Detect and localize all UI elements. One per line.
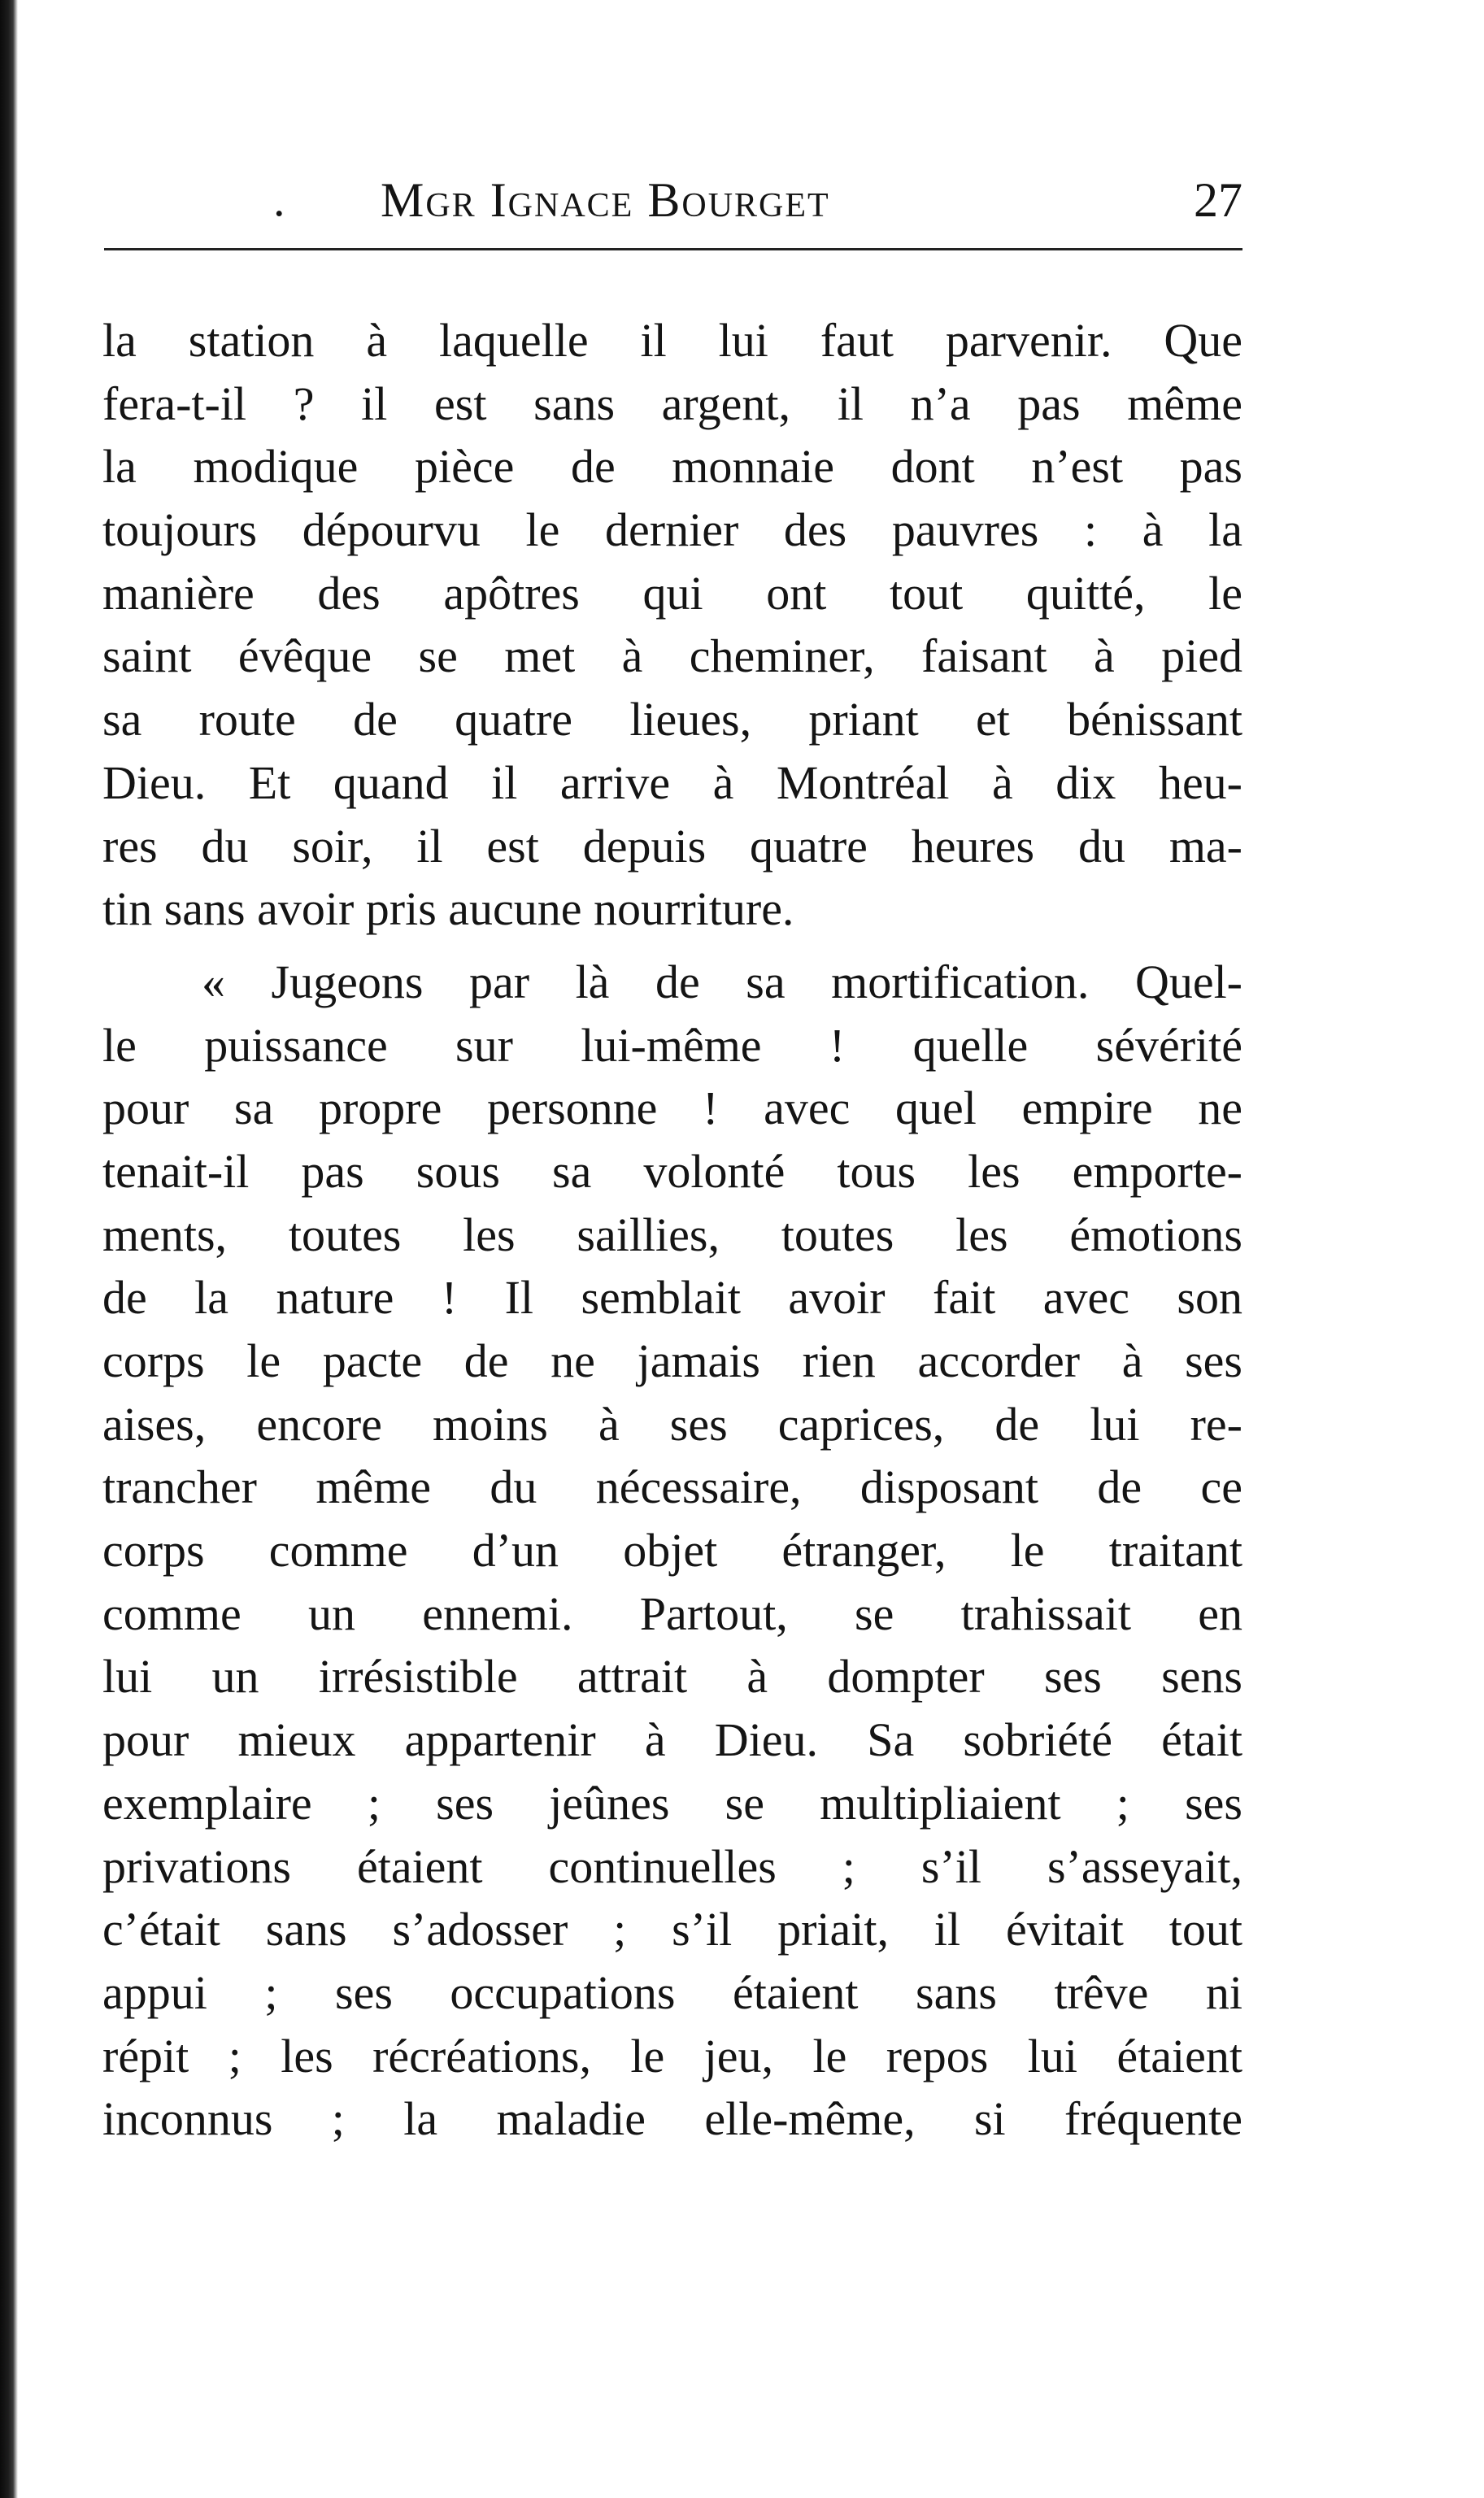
text-line: lui un irrésistible attrait à dompter ses sens <box>102 1650 1242 1704</box>
text-line: privations étaient continuelles ; s’il s’asseyait, <box>102 1839 1242 1893</box>
text-line: fera-t-il ? il est sans argent, il n’a pas même <box>102 376 1242 430</box>
paragraph <box>102 951 1242 2151</box>
text-line: de la nature ! Il semblait avoir fait avec son <box>102 1271 1242 1325</box>
body-text <box>102 309 1242 2151</box>
text-line: corps le pacte de ne jamais rien accorder à ses <box>102 1334 1242 1387</box>
text-line: appui ; ses occupations étaient sans trêve ni <box>102 1965 1242 2019</box>
text-line: saint évêque se met à cheminer, faisant à pied <box>102 629 1242 683</box>
text-line: toujours dépourvu le dernier des pauvres : à la <box>102 503 1242 557</box>
text-line: exemplaire ; ses jeûnes se multipliaient ; ses <box>102 1776 1242 1830</box>
text-line: manière des apôtres qui ont tout quitté, le <box>102 566 1242 620</box>
header-rule <box>104 248 1242 250</box>
text-line: ments, toutes les saillies, toutes les émotions <box>102 1208 1242 1261</box>
running-header <box>104 159 1242 241</box>
page-number: 27 <box>1194 173 1242 227</box>
text-line: pour sa propre personne ! avec quel empire ne <box>102 1081 1242 1135</box>
text-line: aises, encore moins à ses caprices, de lui re- <box>102 1397 1242 1451</box>
text-line: Dieu. Et quand il arrive à Montréal à dix heu- <box>102 755 1242 809</box>
text-line: sa route de quatre lieues, priant et bénissant <box>102 693 1242 746</box>
text-line: la modique pièce de monnaie dont n’est pas <box>102 440 1242 494</box>
header-dot: . <box>273 173 285 226</box>
text-line: répit ; les récréations, le jeu, le repos lui étaient <box>102 2029 1242 2082</box>
text-line: pour mieux appartenir à Dieu. Sa sobriété était <box>102 1713 1242 1767</box>
page-binding-edge <box>0 0 18 2498</box>
running-title: Mgr Ignace Bourget <box>381 173 830 227</box>
text-line: « Jugeons par là de sa mortification. Quel- <box>202 955 1242 1008</box>
text-line: la station à laquelle il lui faut parvenir. Que <box>102 314 1242 367</box>
text-line: inconnus ; la maladie elle-même, si fréquente <box>102 2092 1242 2146</box>
text-line: tin sans avoir pris aucune nourriture. <box>102 882 794 936</box>
text-line: trancher même du nécessaire, disposant de ce <box>102 1460 1242 1514</box>
text-line: le puissance sur lui-même ! quelle sévérité <box>102 1018 1242 1072</box>
text-line: res du soir, il est depuis quatre heures du ma- <box>102 819 1242 873</box>
text-line: corps comme d’un objet étranger, le traitant <box>102 1524 1242 1578</box>
paragraph <box>102 309 1242 941</box>
text-line: c’était sans s’adosser ; s’il priait, il évitait tout <box>102 1903 1242 1956</box>
text-line: tenait-il pas sous sa volonté tous les emporte- <box>102 1144 1242 1198</box>
text-line: comme un ennemi. Partout, se trahissait en <box>102 1586 1242 1640</box>
